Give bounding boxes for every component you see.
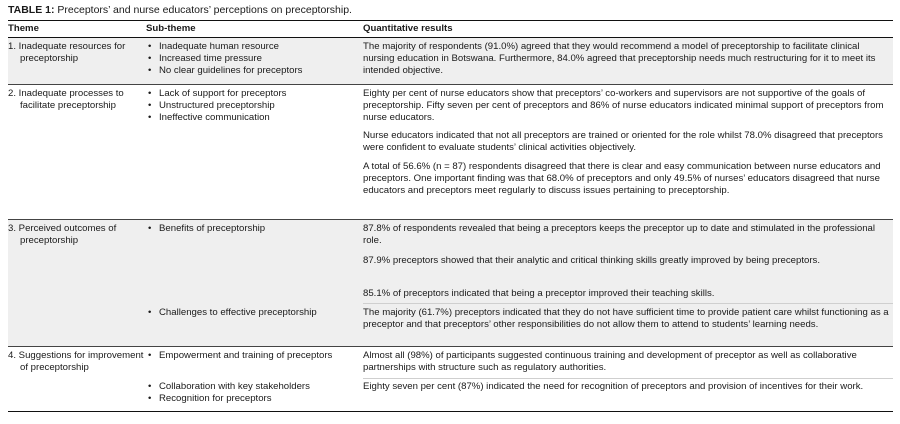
table-row bbox=[8, 220, 893, 347]
subtheme-item: • Lack of support for preceptors bbox=[146, 88, 356, 100]
result-paragraph: The majority (61.7%) preceptors indicated that they do not have sufficient time to provide patient care whilst functioning as a preceptor and that preceptors’ other responsibilities do not allow them to attend to students’ learning needs. bbox=[363, 307, 889, 330]
subtheme-item: • Collaboration with key stakeholders bbox=[146, 381, 356, 393]
perceptions-table bbox=[8, 20, 893, 412]
result-paragraph: Nurse educators indicated that not all preceptors are trained or oriented for the role whilst 78.0% disagreed that preceptors were confident to evaluate students’ clinical activities objectively. bbox=[363, 130, 883, 153]
theme-cell: 2. Inadequate processes to facilitate preceptorship bbox=[8, 88, 124, 111]
subtheme-item: • Unstructured preceptorship bbox=[146, 100, 356, 112]
subtheme-list bbox=[146, 88, 356, 124]
caption-text: Preceptors’ and nurse educators’ perceptions on preceptorship. bbox=[57, 4, 352, 16]
table-caption bbox=[8, 4, 352, 17]
subtheme-list bbox=[146, 381, 356, 405]
subtheme-item: • No clear guidelines for preceptors bbox=[146, 65, 356, 77]
caption-label: TABLE 1: bbox=[8, 4, 55, 16]
subtheme-list bbox=[146, 41, 356, 77]
table-row bbox=[8, 85, 893, 220]
result-paragraph: A total of 56.6% (n = 87) respondents disagreed that there is clear and easy communication between nurse educators and preceptors. One important finding was that 68.0% of preceptors and only 49.5% of nurses’ educators disagreed that nurse educators and preceptors meet regularly to discuss issues pertaining to preceptorship. bbox=[363, 161, 881, 196]
result-paragraph: The majority of respondents (91.0%) agreed that they would recommend a model of preceptorship to facilitate clinical nursing education in Botswana. Furthermore, 84.0% agreed that preceptorship needs much restructuring for it to meet its intended objective. bbox=[363, 41, 876, 76]
cell-divider bbox=[363, 378, 893, 379]
subtheme-item: • Challenges to effective preceptorship bbox=[146, 307, 356, 319]
subtheme-item: • Increased time pressure bbox=[146, 53, 356, 65]
cell-divider bbox=[363, 303, 893, 304]
result-paragraph: Almost all (98%) of participants suggested continuous training and development of preceptor as well as collaborative partnerships with structure such as regulatory authorities. bbox=[363, 350, 857, 373]
result-paragraph: 87.9% preceptors showed that their analytic and critical thinking skills greatly improved by being preceptors. bbox=[363, 255, 821, 266]
subtheme-list bbox=[146, 350, 356, 362]
subtheme-item: • Inadequate human resource bbox=[146, 41, 356, 53]
theme-cell: 4. Suggestions for improvement of preceptorship bbox=[8, 350, 144, 373]
header-theme: Theme bbox=[8, 23, 39, 34]
subtheme-item: • Benefits of preceptorship bbox=[146, 223, 356, 235]
subtheme-item: • Ineffective communication bbox=[146, 112, 356, 124]
theme-cell: 1. Inadequate resources for preceptorship bbox=[8, 41, 126, 64]
table-header-row bbox=[8, 20, 893, 38]
table-row bbox=[8, 38, 893, 85]
theme-cell: 3. Perceived outcomes of preceptorship bbox=[8, 223, 117, 246]
table-row bbox=[8, 347, 893, 412]
header-results: Quantitative results bbox=[363, 23, 453, 34]
result-paragraph: 87.8% of respondents revealed that being a preceptors keeps the preceptor up to date and stimulated in the professional role. bbox=[363, 223, 876, 246]
result-paragraph: 85.1% of preceptors indicated that being a preceptor improved their teaching skills. bbox=[363, 288, 715, 299]
subtheme-item: • Empowerment and training of preceptors bbox=[146, 350, 356, 362]
result-paragraph: Eighty per cent of nurse educators show that preceptors’ co-workers and supervisors are not supportive of the goals of preceptorship. Fifty seven per cent of preceptors and 86% of nurse educators indicated minimal support of preceptors from nurse educators. bbox=[363, 88, 884, 123]
subtheme-list bbox=[146, 223, 356, 235]
header-subtheme: Sub-theme bbox=[146, 23, 196, 34]
subtheme-list bbox=[146, 307, 356, 319]
result-paragraph: Eighty seven per cent (87%) indicated the need for recognition of preceptors and provision of incentives for their work. bbox=[363, 381, 864, 392]
subtheme-item: • Recognition for preceptors bbox=[146, 393, 356, 405]
